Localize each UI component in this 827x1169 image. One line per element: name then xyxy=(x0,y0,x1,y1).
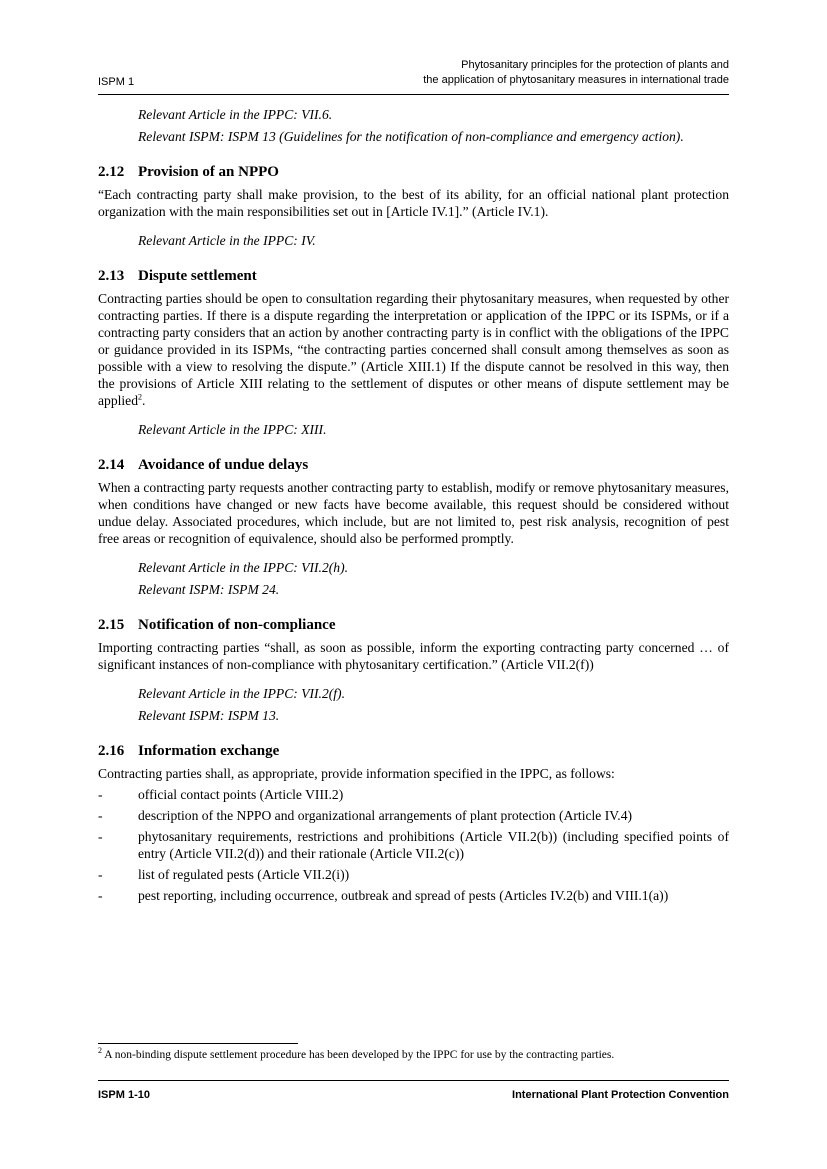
list-item-text: pest reporting, including occurrence, outbreak and spread of pests (Articles IV.2(b) and VIII.1(a)) xyxy=(138,888,669,903)
reference-line: Relevant Article in the IPPC: VII.2(f). xyxy=(138,686,345,701)
list-dash: - xyxy=(98,829,103,844)
section-body: Importing contracting parties “shall, as soon as possible, inform the exporting contracting party concerned … of significant instances of non-compliance with phytosanitary certification.” (Article VII.2(f)) xyxy=(98,640,729,672)
section-heading xyxy=(98,616,729,634)
header-doc-title xyxy=(423,58,729,88)
section-body: “Each contracting party shall make provision, to the best of its ability, for an official national plant protection organization with the main responsibilities set out in [Article IV.1].” (Article IV.1). xyxy=(98,187,729,219)
footnote-divider xyxy=(98,1043,298,1044)
header-title-line-1: Phytosanitary principles for the protection of plants and xyxy=(461,59,729,71)
section-number: 2.14 xyxy=(98,457,125,473)
list-dash: - xyxy=(98,888,103,903)
list-dash: - xyxy=(98,867,103,882)
list-item-text: official contact points (Article VIII.2) xyxy=(138,787,344,802)
section-number: 2.13 xyxy=(98,268,125,284)
list-item-text: phytosanitary requirements, restrictions and prohibitions (Article VII.2(b)) (including specified points of entry (Article VII.2(d)) and their rationale (Article VII.2(c)) xyxy=(138,829,729,861)
reference-line: Relevant ISPM: ISPM 13. xyxy=(138,708,280,723)
section-title: Avoidance of undue delays xyxy=(138,457,309,473)
list-item-text: description of the NPPO and organizational arrangements of plant protection (Article IV.4) xyxy=(138,808,633,823)
section-body-end: . xyxy=(142,393,146,408)
section-number: 2.16 xyxy=(98,743,125,759)
section-heading xyxy=(98,742,729,760)
reference-block xyxy=(138,232,729,249)
reference-block xyxy=(138,106,729,145)
section-heading xyxy=(98,456,729,474)
page-content xyxy=(98,106,729,908)
footnote xyxy=(98,1048,729,1062)
list-item xyxy=(98,786,729,803)
header-title-line-2: the application of phytosanitary measures in international trade xyxy=(423,74,729,86)
section-title: Provision of an NPPO xyxy=(138,164,279,180)
section-body xyxy=(98,290,729,409)
reference-block xyxy=(138,421,729,438)
list-item-text: list of regulated pests (Article VII.2(i)) xyxy=(138,867,350,882)
list-item xyxy=(98,887,729,904)
header-doc-id: ISPM 1 xyxy=(98,76,135,88)
list-item xyxy=(98,807,729,824)
list-dash: - xyxy=(98,787,103,802)
list-item xyxy=(98,866,729,883)
section-heading xyxy=(98,163,729,181)
reference-block xyxy=(138,559,729,598)
section-title: Notification of non-compliance xyxy=(138,617,336,633)
list-dash: - xyxy=(98,808,103,823)
page-header xyxy=(98,60,729,95)
reference-line: Relevant Article in the IPPC: VII.6. xyxy=(138,107,333,122)
section-body: When a contracting party requests another contracting party to establish, modify or remove phytosanitary measures, when conditions have changed or new facts have become available, this request should be considered without undue delay. Associated procedures, which include, but are not limited to, pest risk analysis, recognition of pest free areas or recognition of equivalence, should also be performed promptly. xyxy=(98,480,729,546)
list-item xyxy=(98,828,729,862)
reference-line: Relevant ISPM: ISPM 13 (Guidelines for the notification of non-compliance and emergency action). xyxy=(138,129,684,144)
information-list xyxy=(98,786,729,904)
section-title: Dispute settlement xyxy=(138,268,257,284)
page-footer xyxy=(98,1080,729,1109)
footer-page-number: ISPM 1-10 xyxy=(98,1089,150,1101)
reference-line: Relevant Article in the IPPC: VII.2(h). xyxy=(138,560,348,575)
footer-organization: International Plant Protection Convention xyxy=(512,1089,729,1101)
section-number: 2.12 xyxy=(98,164,125,180)
section-body-text: Contracting parties should be open to consultation regarding their phytosanitary measures, when requested by other contracting parties. If there is a dispute regarding the interpretation or application of the IPPC or its ISPMs, or if a contracting party considers that an action by another contracting party is in conflict with the obligations of the IPPC or guidance provided in its ISPMs, “the contracting parties concerned shall consult among themselves as soon as possible with a view to resolving the dispute.” (Article XIII.1) If the dispute cannot be resolved in this way, then the provisions of Article XIII relating to the settlement of disputes or other means of dispute settlement may be applied xyxy=(98,291,729,408)
section-body: Contracting parties shall, as appropriate, provide information specified in the IPPC, as follows: xyxy=(98,766,615,781)
footnote-mark: 2 xyxy=(98,1046,102,1056)
section-title: Information exchange xyxy=(138,743,280,759)
reference-line: Relevant ISPM: ISPM 24. xyxy=(138,582,280,597)
footnote-reference: 2 xyxy=(138,392,143,402)
section-number: 2.15 xyxy=(98,617,125,633)
section-heading xyxy=(98,267,729,285)
reference-line: Relevant Article in the IPPC: IV. xyxy=(138,233,316,248)
reference-block xyxy=(138,685,729,724)
reference-line: Relevant Article in the IPPC: XIII. xyxy=(138,422,327,437)
footnote-text: A non-binding dispute settlement procedure has been developed by the IPPC for use by the contracting parties. xyxy=(102,1049,615,1061)
